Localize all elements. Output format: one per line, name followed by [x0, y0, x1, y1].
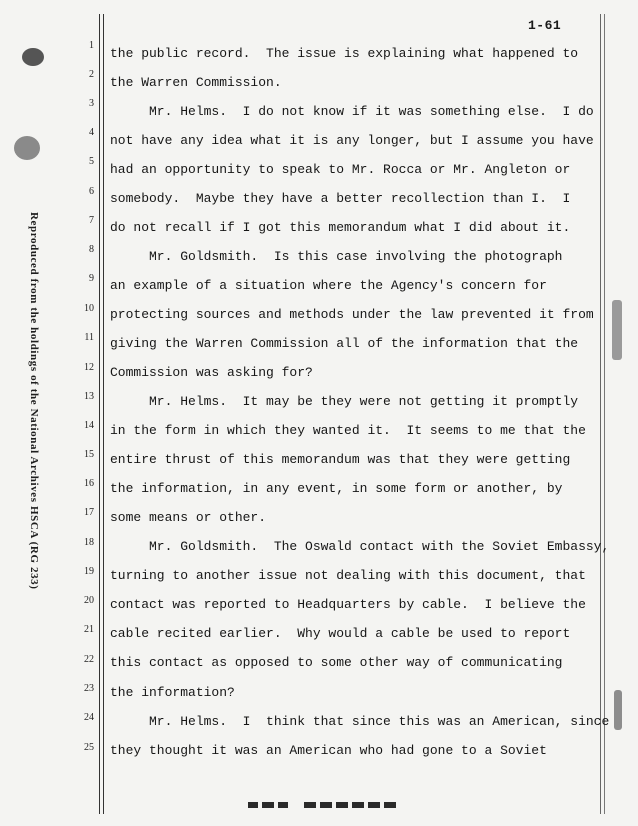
left-margin-rule: [99, 14, 100, 814]
transcript-line: contact was reported to Headquarters by cable. I believe the: [110, 597, 586, 612]
line-number: 20: [84, 595, 94, 606]
transcript-line: the Warren Commission.: [110, 75, 282, 90]
line-number: 21: [84, 624, 94, 635]
line-number: 11: [84, 332, 94, 343]
transcript-line: the information?: [110, 685, 235, 700]
scan-smudge: [14, 136, 40, 160]
line-number: 8: [89, 244, 94, 255]
line-number: 17: [84, 507, 94, 518]
transcript-line: turning to another issue not dealing with this document, that: [110, 568, 586, 583]
line-number: 4: [89, 127, 94, 138]
transcript-line: they thought it was an American who had gone to a Soviet: [110, 743, 547, 758]
line-number: 10: [84, 303, 94, 314]
line-number: 9: [89, 273, 94, 284]
line-number: 6: [89, 186, 94, 197]
archive-stamp: Reproduced from the holdings of the National Archives HSCA (RG 233): [28, 212, 40, 590]
transcript-line: an example of a situation where the Agency's concern for: [110, 278, 547, 293]
line-number: 12: [84, 362, 94, 373]
scan-smudge: [612, 300, 622, 360]
page-number: 1-61: [528, 18, 562, 33]
transcript-line: not have any idea what it is any longer, but I assume you have: [110, 133, 594, 148]
transcript-line: do not recall if I got this memorandum what I did about it.: [110, 220, 571, 235]
transcript-line: Commission was asking for?: [110, 365, 313, 380]
transcript-line: Mr. Goldsmith. The Oswald contact with the Soviet Embassy,: [110, 539, 610, 554]
line-number: 3: [89, 98, 94, 109]
line-number: 7: [89, 215, 94, 226]
transcript-line: in the form in which they wanted it. It seems to me that the: [110, 423, 586, 438]
classification-marking: [248, 800, 396, 810]
left-margin-rule-inner: [103, 14, 104, 814]
line-number: 25: [84, 742, 94, 753]
scan-smudge: [22, 48, 44, 66]
line-number: 1: [89, 40, 94, 51]
line-number: 5: [89, 156, 94, 167]
line-number: 13: [84, 391, 94, 402]
transcript-line: Mr. Helms. I think that since this was an American, since: [110, 714, 610, 729]
transcript-line: the public record. The issue is explaining what happened to: [110, 46, 579, 61]
transcript-line: had an opportunity to speak to Mr. Rocca or Mr. Angleton or: [110, 162, 571, 177]
transcript-line: the information, in any event, in some form or another, by: [110, 481, 563, 496]
scan-smudge: [614, 690, 622, 730]
line-number: 14: [84, 420, 94, 431]
transcript-line: Mr. Goldsmith. Is this case involving the photograph: [110, 249, 563, 264]
line-number: 23: [84, 683, 94, 694]
transcript-line: cable recited earlier. Why would a cable be used to report: [110, 626, 571, 641]
line-number: 16: [84, 478, 94, 489]
line-number: 18: [84, 537, 94, 548]
right-margin-rule: [600, 14, 601, 814]
transcript-line: this contact as opposed to some other way of communicating: [110, 655, 563, 670]
transcript-line: somebody. Maybe they have a better recollection than I. I: [110, 191, 571, 206]
transcript-line: Mr. Helms. I do not know if it was something else. I do: [110, 104, 594, 119]
line-number: 22: [84, 654, 94, 665]
line-number: 15: [84, 449, 94, 460]
line-number: 24: [84, 712, 94, 723]
transcript-line: giving the Warren Commission all of the information that the: [110, 336, 579, 351]
transcript-line: entire thrust of this memorandum was that they were getting: [110, 452, 571, 467]
line-number: 19: [84, 566, 94, 577]
transcript-line: some means or other.: [110, 510, 267, 525]
right-margin-rule-outer: [604, 14, 605, 814]
transcript-line: protecting sources and methods under the law prevented it from: [110, 307, 594, 322]
line-number: 2: [89, 69, 94, 80]
transcript-line: Mr. Helms. It may be they were not getting it promptly: [110, 394, 579, 409]
